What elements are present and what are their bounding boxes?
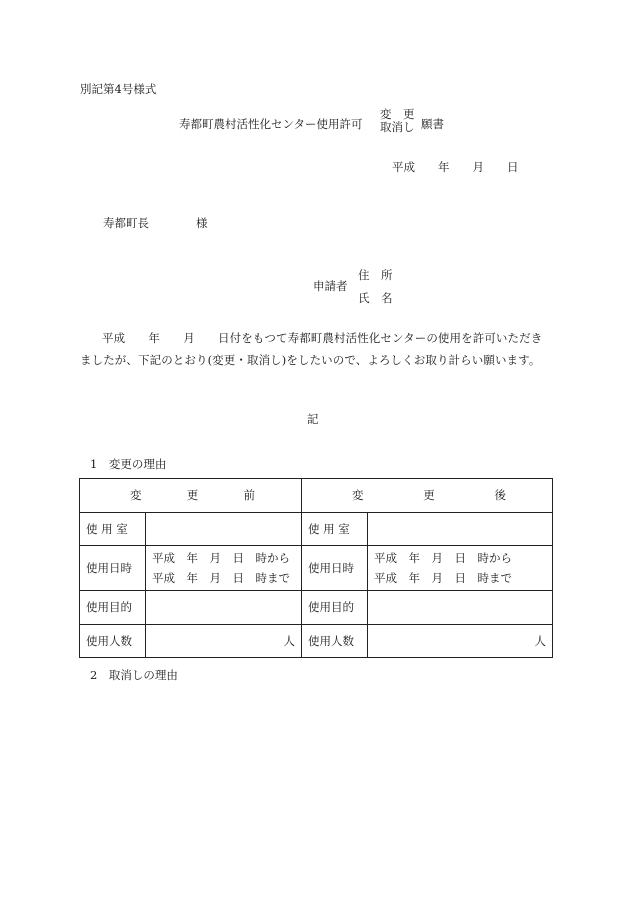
time-label-after: 使用日時 xyxy=(302,546,368,591)
before-header-char: 変 xyxy=(130,488,142,503)
count-label-after: 使用人数 xyxy=(302,625,368,658)
table-row xyxy=(80,625,553,658)
purpose-label-before: 使用目的 xyxy=(80,591,146,625)
time-to-after: 平成 年 月 日 時まで xyxy=(374,571,512,585)
room-label-before: 使 用 室 xyxy=(80,513,146,546)
after-header-char: 変 xyxy=(352,488,364,503)
count-unit-after: 人 xyxy=(534,633,546,648)
name-label: 氏 名 xyxy=(358,291,393,305)
addressee: 寿都町長 xyxy=(103,216,149,230)
count-unit-before: 人 xyxy=(283,633,295,648)
title-option-cancel: 取消し xyxy=(380,120,415,134)
before-header-char: 更 xyxy=(186,488,199,503)
time-from-before: 平成 年 月 日 時から xyxy=(152,551,290,565)
purpose-value-after[interactable] xyxy=(368,591,553,625)
table-row xyxy=(80,591,553,625)
ki-heading: 記 xyxy=(307,412,319,426)
body-paragraph: 平成 年 月 日付をもつて寿都町農村活性化センターの使用を許可いただきましたが、下記のとおり(変更・取消し)をしたいので、よろしくお取り計らい願います。 xyxy=(80,331,543,367)
after-header-char: 更 xyxy=(423,488,435,503)
change-table xyxy=(79,478,553,658)
count-value-before[interactable] xyxy=(146,625,302,658)
section-change-reason: 1 変更の理由 xyxy=(90,457,167,471)
count-value-after[interactable] xyxy=(368,625,553,658)
section-cancel-reason: 2 取消しの理由 xyxy=(90,668,178,682)
address-label: 住 所 xyxy=(358,268,393,282)
room-value-before[interactable] xyxy=(146,513,302,546)
honorific: 様 xyxy=(196,216,208,230)
purpose-value-before[interactable] xyxy=(146,591,302,625)
count-label-before: 使用人数 xyxy=(80,625,146,658)
applicant-label: 申請者 xyxy=(313,279,348,293)
table-row xyxy=(80,546,553,591)
time-value-before[interactable] xyxy=(146,546,302,591)
room-value-after[interactable] xyxy=(368,513,553,546)
time-from-after: 平成 年 月 日 時から xyxy=(374,551,512,565)
date-line: 平成 年 月 日 xyxy=(392,160,519,174)
table-header-row xyxy=(80,479,553,513)
title-option-change: 変 更 xyxy=(380,107,415,121)
table-row xyxy=(80,513,553,546)
form-number: 別記第4号様式 xyxy=(80,82,157,96)
after-header xyxy=(302,479,553,513)
time-value-after[interactable] xyxy=(368,546,553,591)
title-suffix: 願書 xyxy=(421,117,444,131)
title-options xyxy=(380,108,415,134)
purpose-label-after: 使用目的 xyxy=(302,591,368,625)
before-header-char: 前 xyxy=(243,488,255,503)
document-title: 寿都町農村活性化センター使用許可 xyxy=(179,117,363,131)
before-header xyxy=(80,479,302,513)
room-label-after: 使 用 室 xyxy=(302,513,368,546)
after-header-char: 後 xyxy=(494,488,506,503)
time-label-before: 使用日時 xyxy=(80,546,146,591)
time-to-before: 平成 年 月 日 時まで xyxy=(152,571,290,585)
